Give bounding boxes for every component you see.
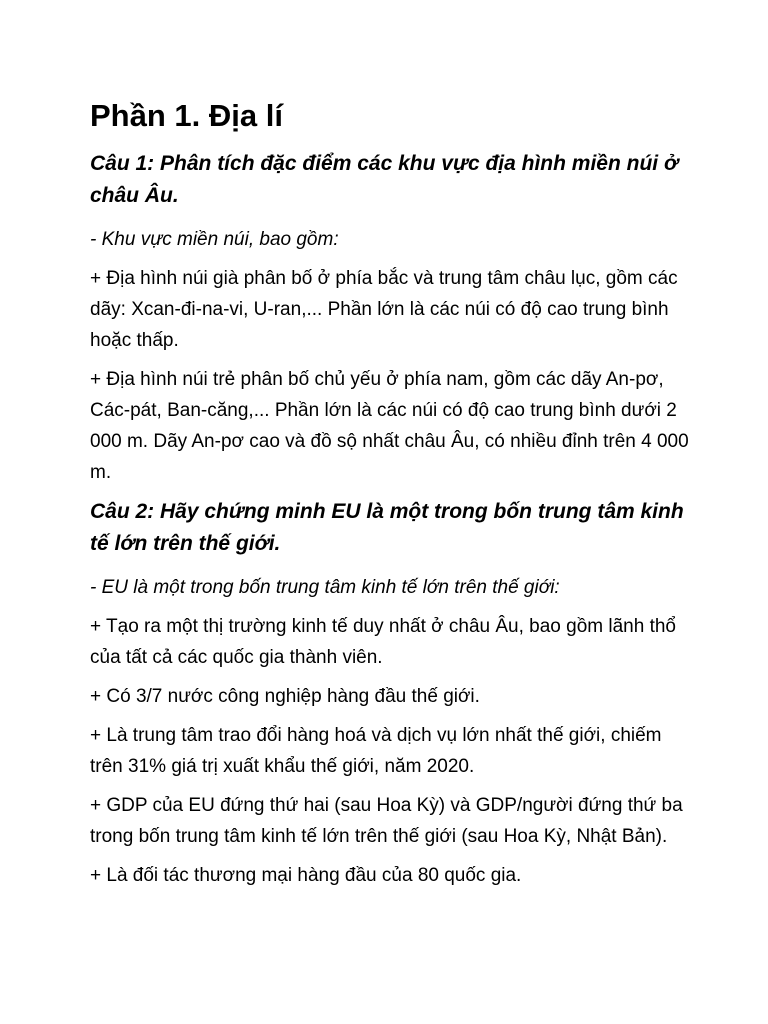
document-page <box>90 96 690 899</box>
question-2-item: + Có 3/7 nước công nghiệp hàng đầu thế giới. <box>90 686 480 707</box>
question-2-intro: - EU là một trong bốn trung tâm kinh tế lớn trên thế giới: <box>90 577 560 598</box>
question-1-item: + Địa hình núi trẻ phân bố chủ yếu ở phía nam, gồm các dãy An-pơ, Các-pát, Ban-căng,... Phần lớn là các núi có độ cao trung bình dưới 2 000 m. Dãy An-pơ cao và đồ sộ nhất châu Âu, có nhiều đỉnh trên 4 000 m. <box>90 369 689 483</box>
question-2-title: Câu 2: Hãy chứng minh EU là một trong bốn trung tâm kinh tế lớn trên thế giới. <box>90 500 684 555</box>
question-2-item: + Là trung tâm trao đổi hàng hoá và dịch vụ lớn nhất thế giới, chiếm trên 31% giá trị xuất khẩu thế giới, năm 2020. <box>90 725 662 777</box>
section-heading: Phần 1. Địa lí <box>90 98 283 133</box>
question-2-item: + Là đối tác thương mại hàng đầu của 80 quốc gia. <box>90 865 522 886</box>
question-1-title: Câu 1: Phân tích đặc điểm các khu vực địa hình miền núi ở châu Âu. <box>90 152 679 207</box>
question-1-intro: - Khu vực miền núi, bao gồm: <box>90 229 339 250</box>
question-2-item: + GDP của EU đứng thứ hai (sau Hoa Kỳ) và GDP/người đứng thứ ba trong bốn trung tâm kinh tế lớn trên thế giới (sau Hoa Kỳ, Nhật Bản). <box>90 795 683 847</box>
question-2-block <box>90 496 690 891</box>
question-2-item: + Tạo ra một thị trường kinh tế duy nhất ở châu Âu, bao gồm lãnh thổ của tất cả các quốc gia thành viên. <box>90 616 676 668</box>
question-1-block <box>90 148 690 488</box>
question-1-item: + Địa hình núi già phân bố ở phía bắc và trung tâm châu lục, gồm các dãy: Xcan-đi-na-vi, U-ran,... Phần lớn là các núi có độ cao trung bình hoặc thấp. <box>90 268 678 351</box>
